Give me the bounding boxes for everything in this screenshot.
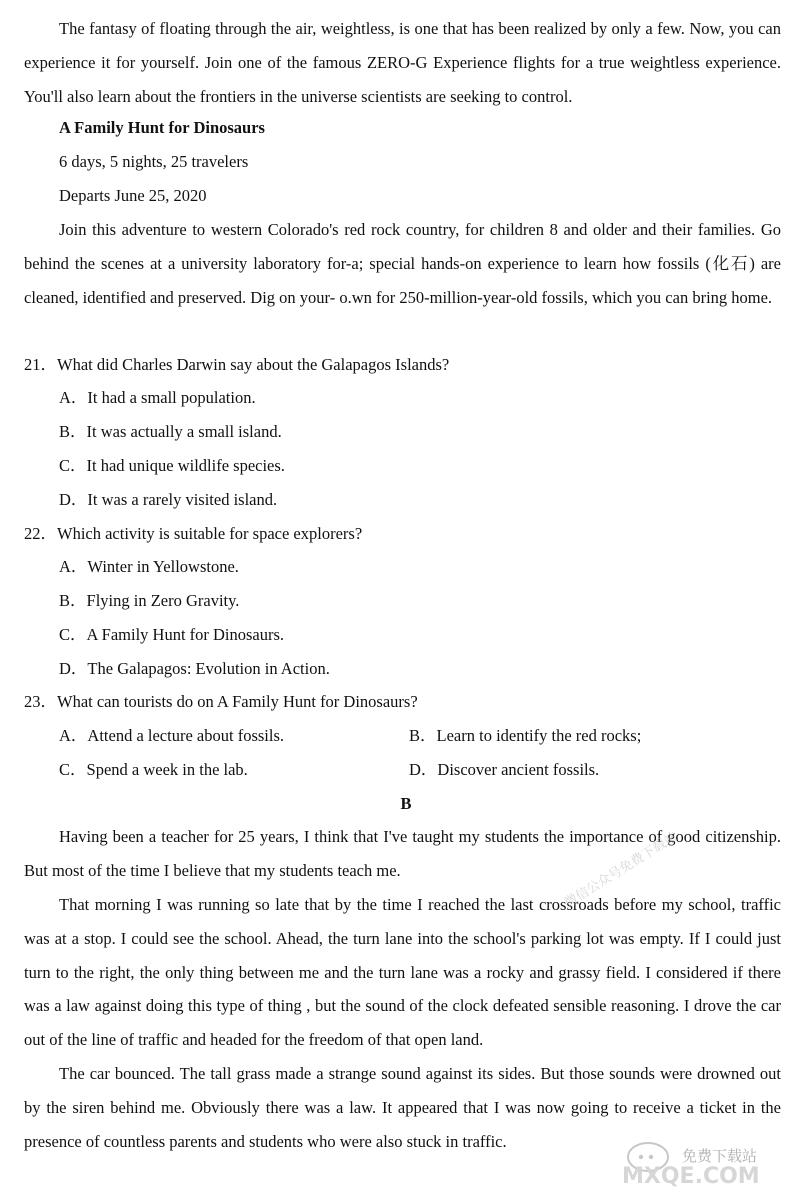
section-b-paragraph-1: Having been a teacher for 25 years, I think that I've taught my students the importance of good citizenship. But most of the time I believe that my students teach me.	[24, 827, 781, 880]
option-22-a: A．Winter in Yellowstone.	[59, 557, 239, 576]
dino-paragraph: Join this adventure to western Colorado's red rock country, for children 8 and older and their families. Go behind the scenes at a university laboratory for-a; special hands-on experience to learn how fossils (化石) are cleaned, identified and preserved. Dig on your- o.wn for 250-million-year-old fossils, which you can bring home.	[24, 220, 781, 307]
question-number: 23．	[24, 692, 57, 711]
question-22	[24, 524, 362, 544]
option-23-c: C．Spend a week in the lab.	[59, 760, 248, 779]
section-b-paragraph-2: That morning I was running so late that by the time I reached the last crossroads before my school, traffic was at a stop. I could see the school. Ahead, the turn lane into the school's parking lot was empty. If I could just turn to the right, the only thing between me and the turn lane was a rocky and grassy field. I considered if there was a law against doing this type of thing , but the sound of the clock defeated sensible reasoning. I drove the car out of the line of traffic and headed for the freedom of that open land.	[24, 895, 781, 1050]
option-22-c: C．A Family Hunt for Dinosaurs.	[59, 625, 285, 644]
option-23-a: A．Attend a lecture about fossils.	[59, 726, 284, 745]
option-21-a: A．It had a small population.	[59, 388, 256, 407]
question-text: Which activity is suitable for space explorers?	[57, 524, 363, 543]
dino-departs: Departs June 25, 2020	[59, 186, 207, 205]
section-b-paragraph-3: The car bounced. The tall grass made a strange sound against its sides. But those sounds were drowned out by the siren behind me. Obviously there was a law. It appeared that I was now going to receive a ticket in the presence of countless parents and students who were also stuck in traffic.	[24, 1064, 781, 1151]
option-21-b: B．It was actually a small island.	[59, 422, 282, 441]
logo-graphic	[620, 1135, 800, 1187]
diagonal-watermark: 微信公众号免费下载站	[562, 829, 681, 912]
option-22-d: D．The Galapagos: Evolution in Action.	[59, 659, 330, 678]
logo-domain: MXQE.COM	[622, 1164, 760, 1187]
section-b-heading: B	[400, 794, 412, 813]
option-22-b: B．Flying in Zero Gravity.	[59, 591, 240, 610]
option-21-c: C．It had unique wildlife species.	[59, 456, 285, 475]
zero-g-paragraph: The fantasy of floating through the air, weightless, is one that has been realized by only a few. Now, you can experience it for yourself. Join one of the famous ZERO-G Experience flights for a true weightless experience. You'll also learn about the frontiers in the universe scientists are seeking to control.	[24, 19, 781, 106]
question-number: 22．	[24, 524, 57, 543]
dino-title: A Family Hunt for Dinosaurs	[59, 118, 265, 137]
option-23-b: B．Learn to identify the red rocks;	[409, 726, 642, 745]
question-23	[24, 692, 418, 712]
question-number: 21．	[24, 355, 57, 374]
question-text: What did Charles Darwin say about the Galapagos Islands?	[57, 355, 450, 374]
question-21	[24, 355, 449, 375]
option-23-d: D．Discover ancient fossils.	[409, 760, 600, 779]
option-21-d: D．It was a rarely visited island.	[59, 490, 278, 509]
site-logo-watermark	[620, 1135, 800, 1187]
dino-duration: 6 days, 5 nights, 25 travelers	[59, 152, 249, 171]
question-text: What can tourists do on A Family Hunt for Dinosaurs?	[57, 692, 418, 711]
logo-text: 免费下载站	[682, 1147, 758, 1165]
